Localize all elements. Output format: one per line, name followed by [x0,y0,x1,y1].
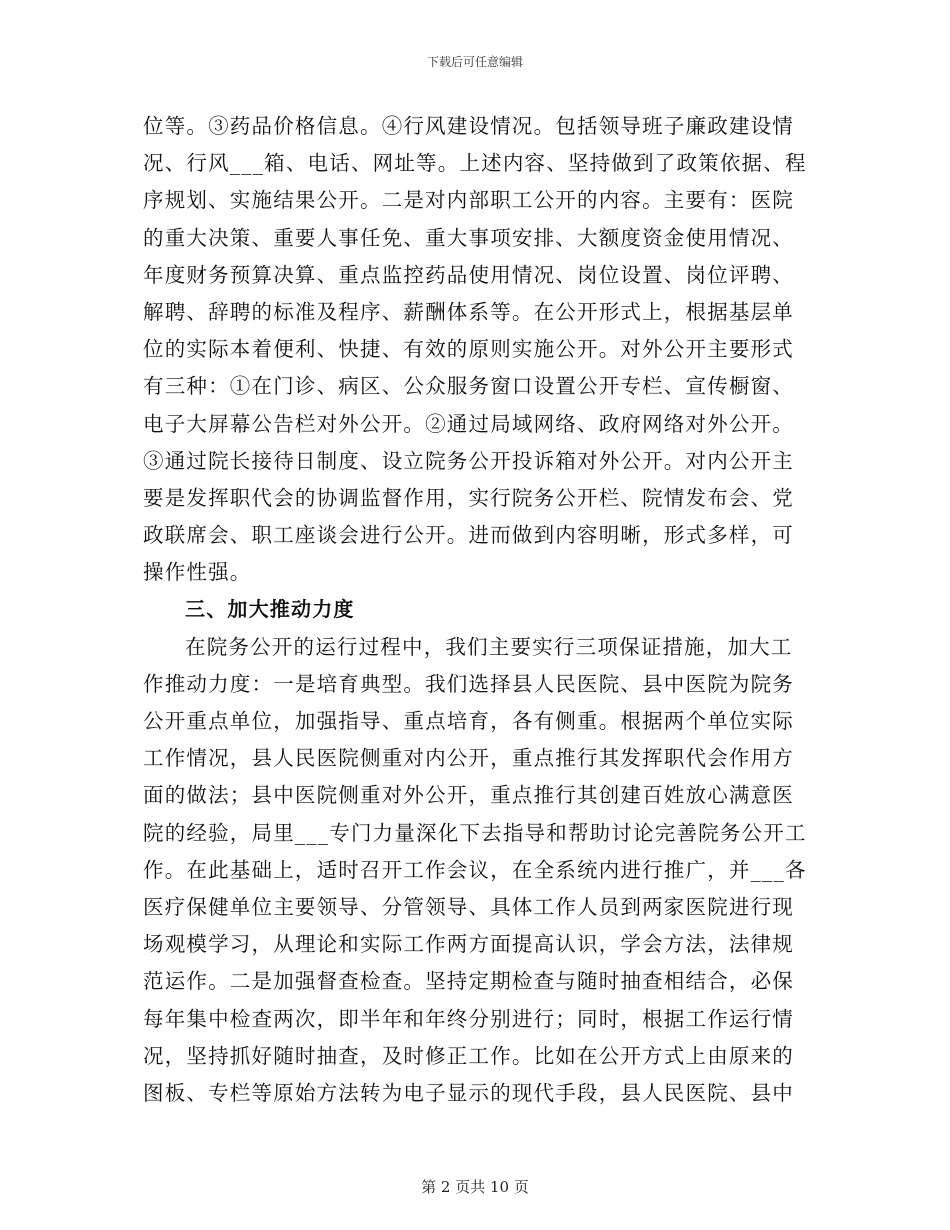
text-line: 位等。③药品价格信息。④行风建设情况。包括领导班子廉政建设情 [143,114,794,138]
text-line: 工作情况，县人民医院侧重对内公开，重点推行其发挥职代会作用方 [143,746,794,771]
text-line: 在院务公开的运行过程中，我们主要实行三项保证措施，加大工 [185,634,793,659]
text-line: 要是发挥职代会的协调监督作用，实行院务公开栏、院情发布会、党 [143,485,794,510]
text-line: 范运作。二是加强督查检查。坚持定期检查与随时抽查相结合，必保 [143,969,794,994]
text-line: 位的实际本着便利、快捷、有效的原则实施公开。对外公开主要形式 [143,337,794,362]
page-footer: 第 2 页共 10 页 [421,1178,529,1196]
text-line: 况，坚持抓好随时抽查，及时修正工作。比如在公开方式上由原来的 [143,1043,794,1068]
section-heading: 三、加大推动力度 [185,597,355,622]
text-line: 政联席会、职工座谈会进行公开。进而做到内容明晰，形式多样，可 [143,523,794,548]
text-line: 的重大决策、重要人事任免、重大事项安排、大额度资金使用情况、 [143,225,794,250]
text-line: 有三种：①在门诊、病区、公众服务窗口设置公开专栏、宣传橱窗、 [143,374,794,399]
text-line: 年度财务预算决算、重点监控药品使用情况、岗位设置、岗位评聘、 [143,262,794,287]
page-header: 下载后可任意编辑 [426,55,523,69]
text-line: 公开重点单位，加强指导、重点培育，各有侧重。根据两个单位实际 [143,709,794,733]
text-line: 场观模学习，从理论和实际工作两方面提高认识，学会方法，法律规 [143,932,794,957]
text-line: 况、行风___箱、电话、网址等。上述内容、坚持做到了政策依据、程 [143,151,807,176]
text-line: 作推动力度：一是培育典型。我们选择县人民医院、县中医院为院务 [143,671,794,696]
text-line: 图板、专栏等原始方法转为电子显示的现代手段，县人民医院、县中 [143,1080,794,1105]
text-line: 医疗保健单位主要领导、分管领导、具体工作人员到两家医院进行现 [143,894,794,919]
document-body [143,108,823,1112]
text-line: 面的做法；县中医院侧重对外公开，重点推行其创建百姓放心满意医 [143,783,794,808]
text-line: 院的经验，局里___专门力量深化下去指导和帮助讨论完善院务公开工 [143,820,807,845]
text-line: ③通过院长接待日制度、设立院务公开投诉箱对外公开。对内公开主 [143,448,794,473]
text-line: 序规划、实施结果公开。二是对内部职工公开的内容。主要有：医院 [143,188,794,213]
text-line: 电子大屏幕公告栏对外公开。②通过局域网络、政府网络对外公开。 [143,411,794,436]
text-line: 每年集中检查两次，即半年和年终分别进行；同时，根据工作运行情 [143,1006,794,1031]
text-line: 解聘、辞聘的标准及程序、薪酬体系等。在公开形式上，根据基层单 [143,299,794,324]
text-line: 操作性强。 [143,560,252,585]
text-line: 作。在此基础上，适时召开工作会议，在全系统内进行推广，并___各 [143,857,807,882]
